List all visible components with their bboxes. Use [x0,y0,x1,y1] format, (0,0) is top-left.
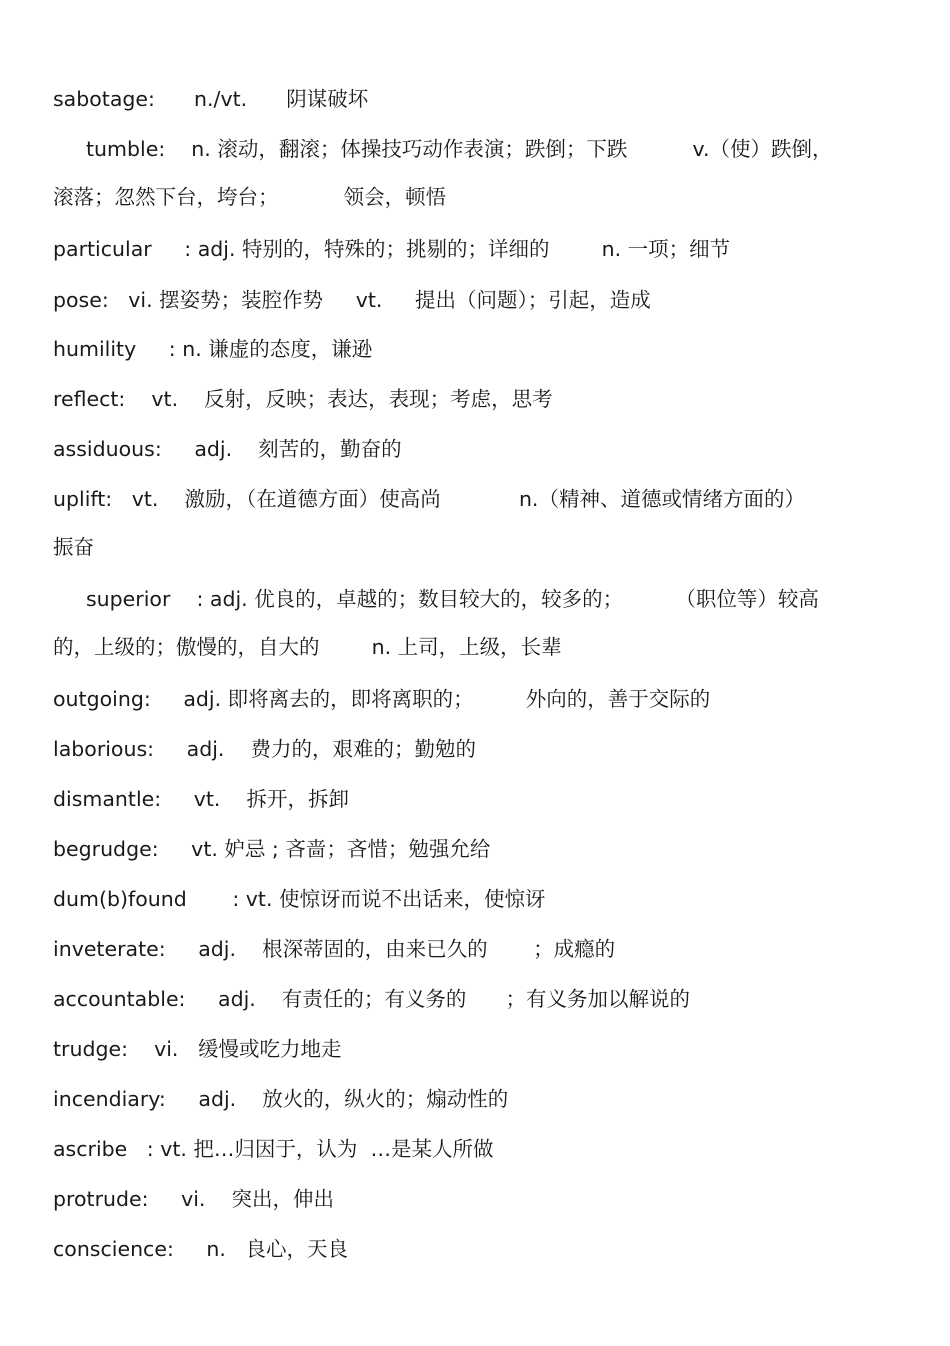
entry-protrude: protrude: vi. 突出，伸出 [53,1187,335,1211]
entry-laborious: laborious: adj. 费力的，艰难的；勤勉的 [53,737,476,761]
entry-trudge: trudge: vi. 缓慢或吃力地走 [53,1037,342,1061]
entry-superior-continued: 的，上级的；傲慢的，自大的 n. 上司，上级，长辈 [53,635,562,659]
entry-tumble: tumble: n. 滚动，翻滚；体操技巧动作表演；跌倒；下跌 v.（使）跌倒， [86,137,833,161]
entry-outgoing: outgoing: adj. 即将离去的，即将离职的； 外向的，善于交际的 [53,687,711,711]
entry-uplift-continued: 振奋 [53,535,94,559]
entry-particular: particular : adj. 特别的，特殊的；挑剔的；详细的 n. 一项；细节 [53,237,731,261]
entry-superior: superior : adj. 优良的，卓越的；数目较大的，较多的； （职位等）较高 [86,587,819,611]
entry-ascribe: ascribe : vt. 把…归因于，认为 …是某人所做 [53,1137,494,1161]
entry-dumbfound: dum(b)found : vt. 使惊讶而说不出话来，使惊讶 [53,887,546,911]
entry-begrudge: begrudge: vt. 妒忌 ; 吝啬；吝惜；勉强允给 [53,837,491,861]
entry-pose: pose: vi. 摆姿势；装腔作势 vt. 提出（问题）；引起，造成 [53,288,651,312]
entry-uplift: uplift: vt. 激励，（在道德方面）使高尚 n.（精神、道德或情绪方面的） [53,487,805,511]
entry-accountable: accountable: adj. 有责任的；有义务的 ；有义务加以解说的 [53,987,690,1011]
entry-dismantle: dismantle: vt. 拆开，拆卸 [53,787,349,811]
entry-incendiary: incendiary: adj. 放火的，纵火的；煽动性的 [53,1087,509,1111]
entry-sabotage: sabotage: n./vt. 阴谋破坏 [53,87,369,111]
entry-conscience: conscience: n. 良心，天良 [53,1237,348,1261]
entry-tumble-continued: 滚落；忽然下台，垮台； 领会，顿悟 [53,185,447,209]
entry-assiduous: assiduous: adj. 刻苦的，勤奋的 [53,437,402,461]
entry-humility: humility : n. 谦虚的态度，谦逊 [53,337,373,361]
entry-reflect: reflect: vt. 反射，反映；表达，表现；考虑，思考 [53,387,553,411]
entry-inveterate: inveterate: adj. 根深蒂固的，由来已久的 ；成瘾的 [53,937,616,961]
